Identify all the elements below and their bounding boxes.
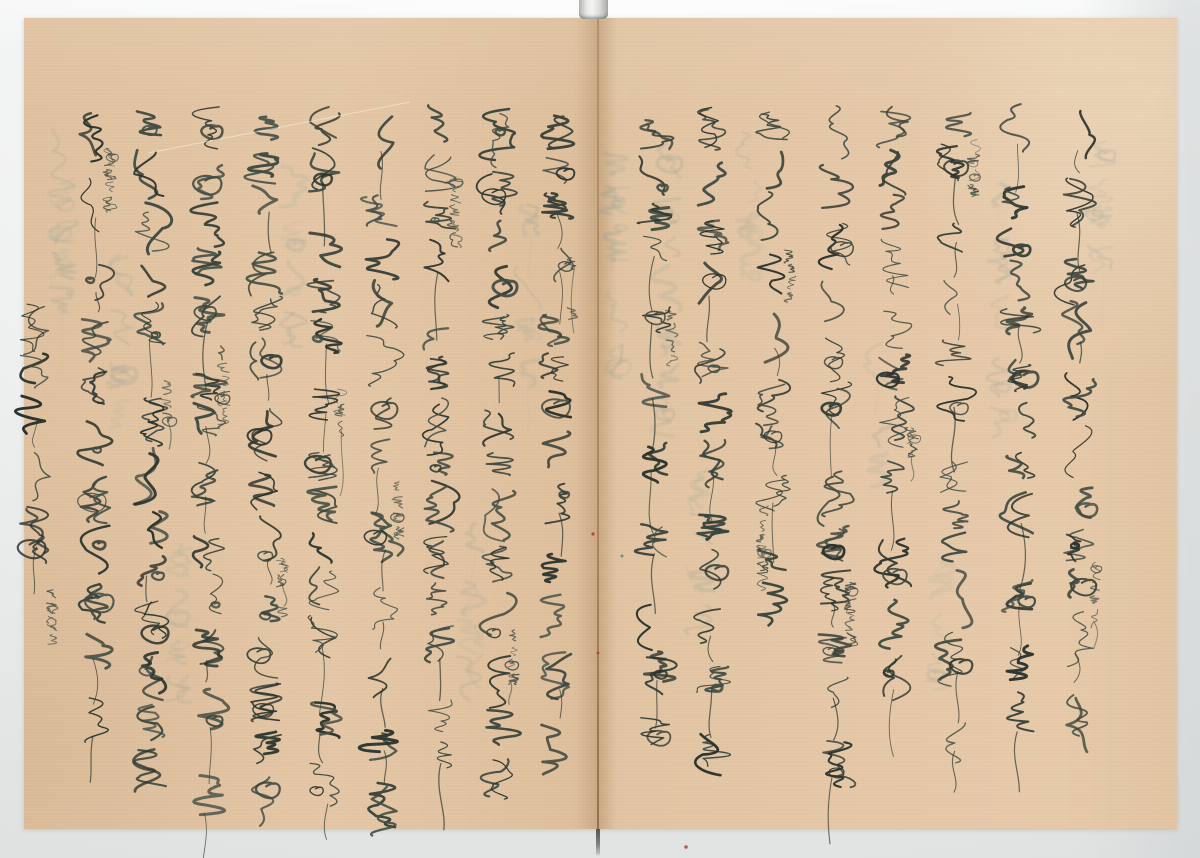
fold-shadow-right	[598, 18, 632, 829]
center-fold-crease	[597, 18, 599, 829]
manuscript-page-left	[24, 18, 598, 829]
binding-thread-bottom	[596, 829, 600, 856]
spine-fold-top	[579, 0, 608, 19]
fold-shadow-left	[572, 18, 598, 829]
manuscript-page-right	[598, 18, 1177, 829]
book-spread	[24, 18, 1177, 829]
